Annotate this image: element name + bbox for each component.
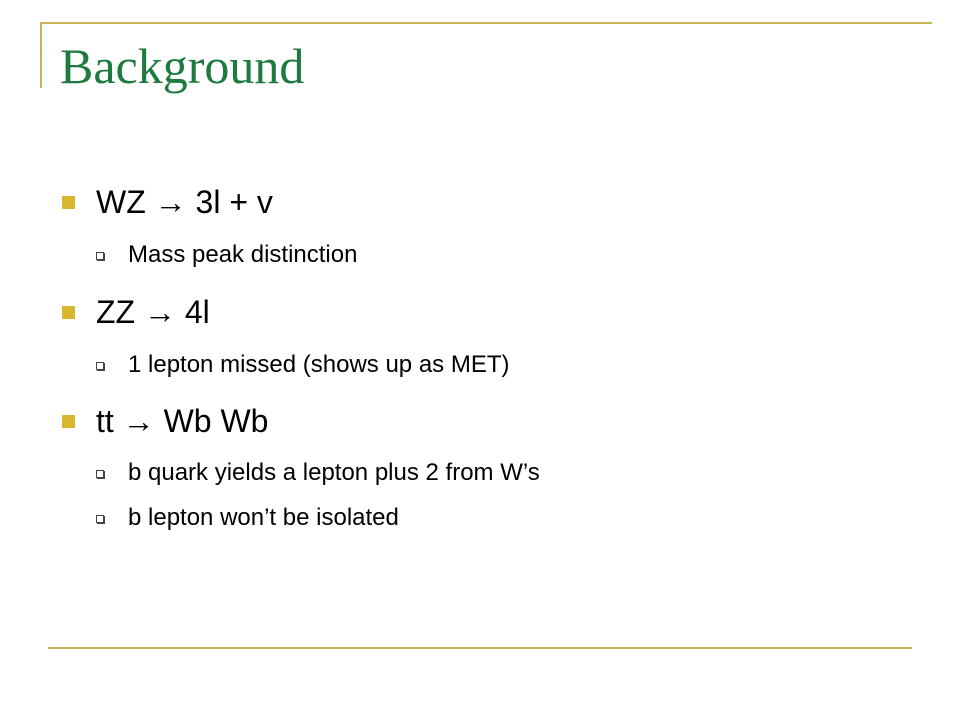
hollow-square-bullet-icon (96, 362, 104, 370)
square-bullet-icon (62, 196, 75, 209)
hollow-square-bullet-icon (96, 252, 104, 260)
square-bullet-icon (62, 415, 75, 428)
bottom-rule (48, 647, 912, 649)
sub-bullet-text: Mass peak distinction (128, 241, 358, 268)
square-bullet-icon (62, 306, 75, 319)
hollow-square-bullet-icon (96, 515, 104, 523)
sub-bullet-text: b lepton won’t be isolated (128, 504, 399, 531)
bullet-text: ZZ → 4l (96, 294, 210, 330)
hollow-square-bullet-icon (96, 470, 104, 478)
sub-bullet-text: b quark yields a lepton plus 2 from W’s (128, 459, 540, 486)
slide-title: Background (60, 38, 305, 94)
sub-bullet-text: 1 lepton missed (shows up as MET) (128, 351, 510, 378)
left-rule (40, 22, 42, 88)
top-rule (40, 22, 932, 24)
bullet-text: tt → Wb Wb (96, 403, 269, 439)
bullet-text: WZ → 3l + v (96, 184, 273, 220)
